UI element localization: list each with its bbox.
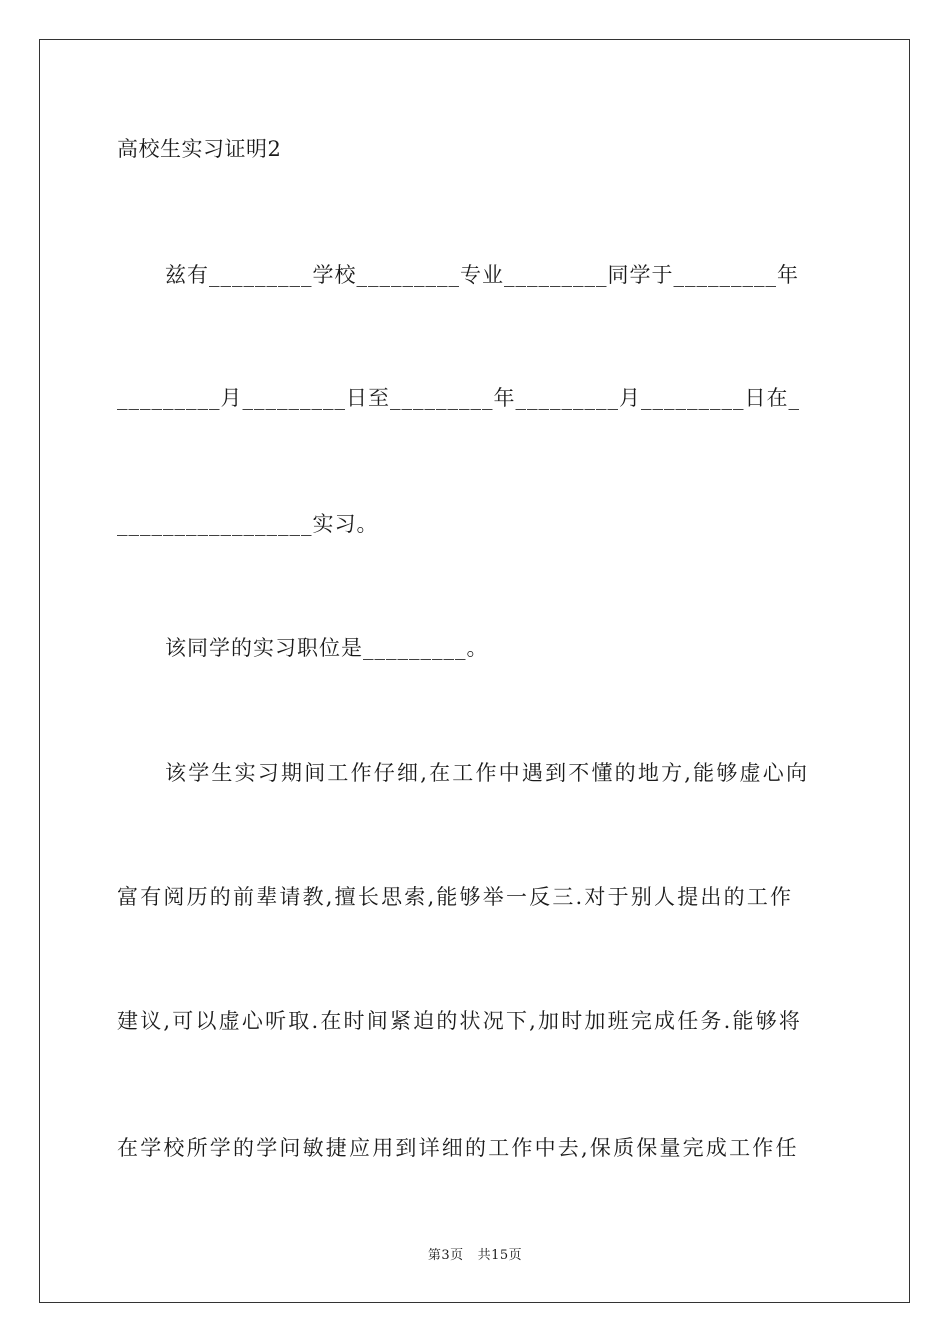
- body-line-1: 兹有_________学校_________专业_________同学于_________年: [165, 263, 799, 287]
- page-total: 共15页: [477, 1248, 523, 1263]
- body-line-3: _________________实习。: [117, 512, 379, 536]
- body-line-2: _________月_________日至_________年_________月_________日在_: [117, 386, 800, 410]
- body-line-8: 在学校所学的学问敏捷应用到详细的工作中去,保质保量完成工作任: [117, 1136, 799, 1160]
- body-line-7: 建议,可以虚心听取.在时间紧迫的状况下,加时加班完成任务.能够将: [117, 1009, 803, 1033]
- body-line-6: 富有阅历的前辈请教,擅长思索,能够举一反三.对于别人提出的工作: [117, 885, 794, 909]
- body-line-5: 该学生实习期间工作仔细,在工作中遇到不懂的地方,能够虚心向: [165, 761, 810, 785]
- page-border: [39, 39, 910, 1303]
- page-number: 第3页: [427, 1248, 464, 1263]
- body-line-4: 该同学的实习职位是_________。: [165, 636, 489, 660]
- document-title: 高校生实习证明2: [117, 137, 282, 161]
- page-footer: [0, 1247, 950, 1265]
